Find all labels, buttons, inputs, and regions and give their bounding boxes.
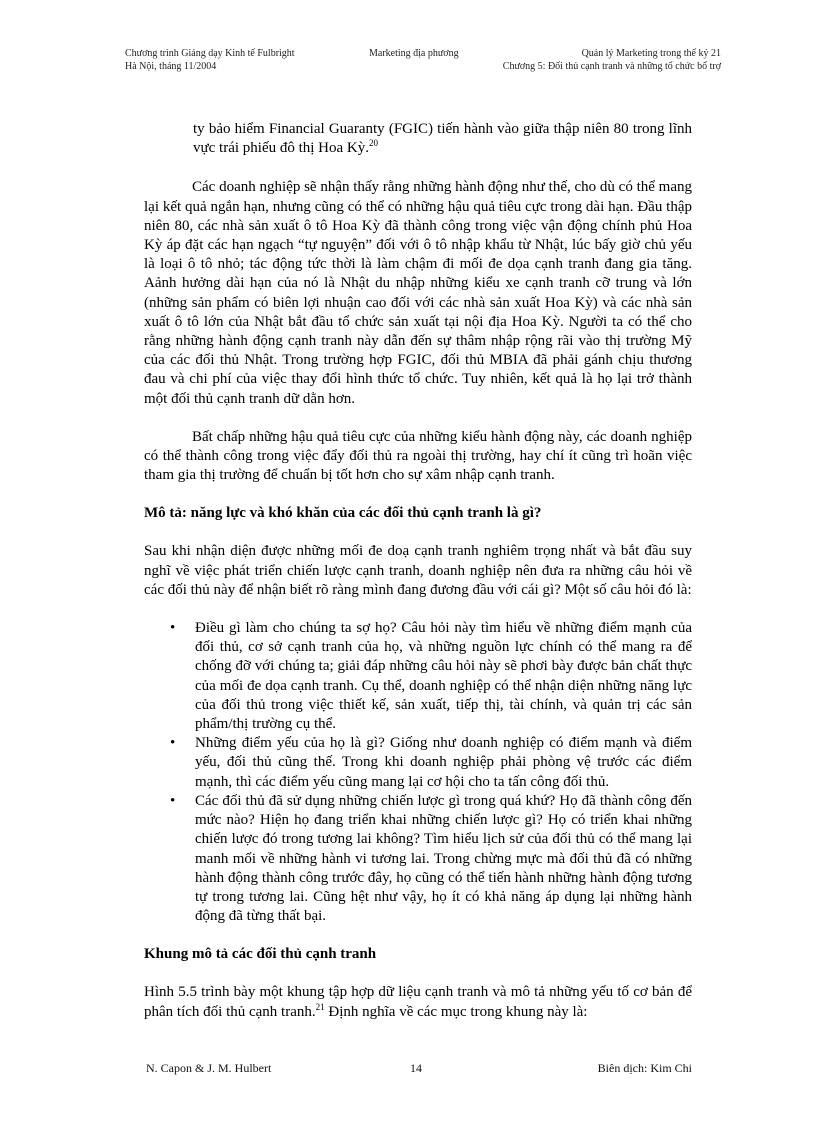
- figure-intro-tail: Định nghĩa về các mục trong khung này là:: [324, 1003, 588, 1020]
- section-heading-framework: Khung mô tả các đối thủ cạnh tranh: [144, 946, 377, 963]
- header-right-line2: Chương 5: Đối thủ cạnh tranh và những tổ chức bổ trợ: [502, 61, 721, 72]
- list-item-text: Điều gì làm cho chúng ta sợ họ? Câu hỏi này tìm hiểu về những điểm mạnh của đối thủ, cơ sở cạnh tranh của họ, và những nguồn lực chính có thể mang ra để chống đỡ với chúng ta; giải đáp những câu hỏi này sẽ phơi bày được bản chất thực của mối đe dọa cạnh tranh. Cụ thể, doanh nghiệp có thể nhận diện những năng lực của đối thủ trong việc thiết kế, sản xuất, tiếp thị, tài chính, và quản trị các sản phẩm/thị trường cụ thể.: [195, 620, 692, 733]
- question-list: [144, 619, 692, 926]
- header-right-line1: Quản lý Marketing trong thế kỷ 21: [581, 48, 721, 59]
- paragraph-questions-intro: Sau khi nhận diện được những mối đe doạ cạnh tranh nghiêm trọng nhất và bắt đầu suy nghĩ về việc phát triển chiến lược cạnh tranh, doanh nghiệp nên đưa ra những câu hỏi về các đối thủ này để nhận biết rõ ràng mình đang đương đầu với cái gì? Một số câu hỏi đó là:: [144, 543, 692, 598]
- footer-translator: Biên dịch: Kim Chi: [597, 1061, 692, 1075]
- footer-authors: N. Capon & J. M. Hulbert: [146, 1061, 272, 1075]
- bullet-icon: •: [170, 735, 176, 752]
- bullet-icon: •: [170, 620, 176, 637]
- bullet-icon: •: [170, 792, 176, 809]
- page-number: 14: [410, 1061, 422, 1075]
- list-item: [170, 619, 692, 734]
- continuation-text: ty bảo hiểm Financial Guaranty (FGIC) tiến hành vào giữa thập niên 80 trong lĩnh vực trái phiếu đô thị Hoa Kỳ.: [193, 121, 692, 157]
- list-item: [170, 734, 692, 792]
- continuation-paragraph: [144, 120, 692, 158]
- header-left-line2: Hà Nội, tháng 11/2004: [125, 61, 217, 72]
- paragraph-consequences: Các doanh nghiệp sẽ nhận thấy rằng những hành động như thế, cho dù có thể mang lại kết quả ngắn hạn, nhưng cũng có thể có những hậu quả tiêu cực trong dài hạn. Đầu thập niên 80, các nhà sản xuất ô tô Hoa Kỳ đã thành công trong việc vận động chính phủ Hoa Kỳ áp đặt các hạn ngạch “tự nguyện” đối với ô tô nhập khẩu từ Nhật, lúc bấy giờ chủ yếu là loại ô tô nhỏ; tác động tức thời là làm chậm đi mối đe dọa cạnh tranh đang gia tăng. Aảnh hưởng dài hạn của nó là Nhật du nhập những kiểu xe cạnh tranh cỡ trung và lớn (những sản phẩm có biên lợi nhuận cao đối với các nhà sản xuất Hoa Kỳ) và các nhà sản xuất ô tô lớn của Nhật bắt đầu tổ chức sản xuất tại nội địa Hoa Kỳ. Người ta có thể cho rằng những hành động cạnh tranh này dẫn đến sự thâm nhập rộng rãi vào thị trường Mỹ của các đối thủ Nhật. Trong trường hợp FGIC, đối thủ MBIA đã phải gánh chịu thương đau và chi phí của việc thay đổi hình thức tổ chức. Tuy nhiên, kết quả là họ lại trở thành một đối thủ cạnh tranh dữ dằn hơn.: [144, 179, 692, 407]
- document-body: [144, 120, 692, 1041]
- section-heading-describe: Mô tả: năng lực và khó khăn của các đối thủ cạnh tranh là gì?: [144, 505, 542, 522]
- footnote-ref-20: 20: [369, 138, 379, 149]
- list-item-text: Các đối thủ đã sử dụng những chiến lược gì trong quá khứ? Họ đã thành công đến mức nào? Hiện họ đang triển khai những chiến lược gì? Họ có triển khai những chiến lược đó trong tương lai không? Tìm hiểu lịch sử của đối thủ có thể mang lại manh mối về những hành vi tương lai. Trong chừng mực mà đối thủ đã có những hành động thành công trước đây, họ cũng có thể tiến hành những hành động tương tự trong tương lai. Cũng hệt như vậy, họ ít có khả năng áp dụng lại những hành động đã từng thất bại.: [195, 792, 692, 925]
- paragraph-figure-intro: [144, 983, 692, 1021]
- list-item: [170, 792, 692, 926]
- paragraph-despite: Bất chấp những hậu quả tiêu cực của những kiểu hành động này, các doanh nghiệp có thể thành công trong việc đẩy đối thủ ra ngoài thị trường, hay chí ít cũng trì hoãn việc tham gia thị trường để chuẩn bị tốt hơn cho sự xâm nhập cạnh tranh.: [144, 428, 692, 484]
- list-item-text: Những điểm yếu của họ là gì? Giống như doanh nghiệp có điểm mạnh và điểm yếu, đối thủ cũng thế. Trong khi doanh nghiệp phải phòng vệ trước các điểm mạnh, thì các điểm yếu cũng mang lại cơ hội cho ta tấn công đối thủ.: [195, 735, 692, 790]
- figure-intro-text: Hình 5.5 trình bày một khung tập hợp dữ liệu cạnh tranh và mô tả những yếu tố cơ bản để phân tích đối thủ cạnh tranh.: [144, 984, 692, 1020]
- footnote-ref-21: 21: [315, 1001, 325, 1012]
- header-left-line1: Chương trình Giảng dạy Kinh tế Fulbright: [125, 48, 295, 59]
- header-center: Marketing địa phương: [369, 48, 459, 59]
